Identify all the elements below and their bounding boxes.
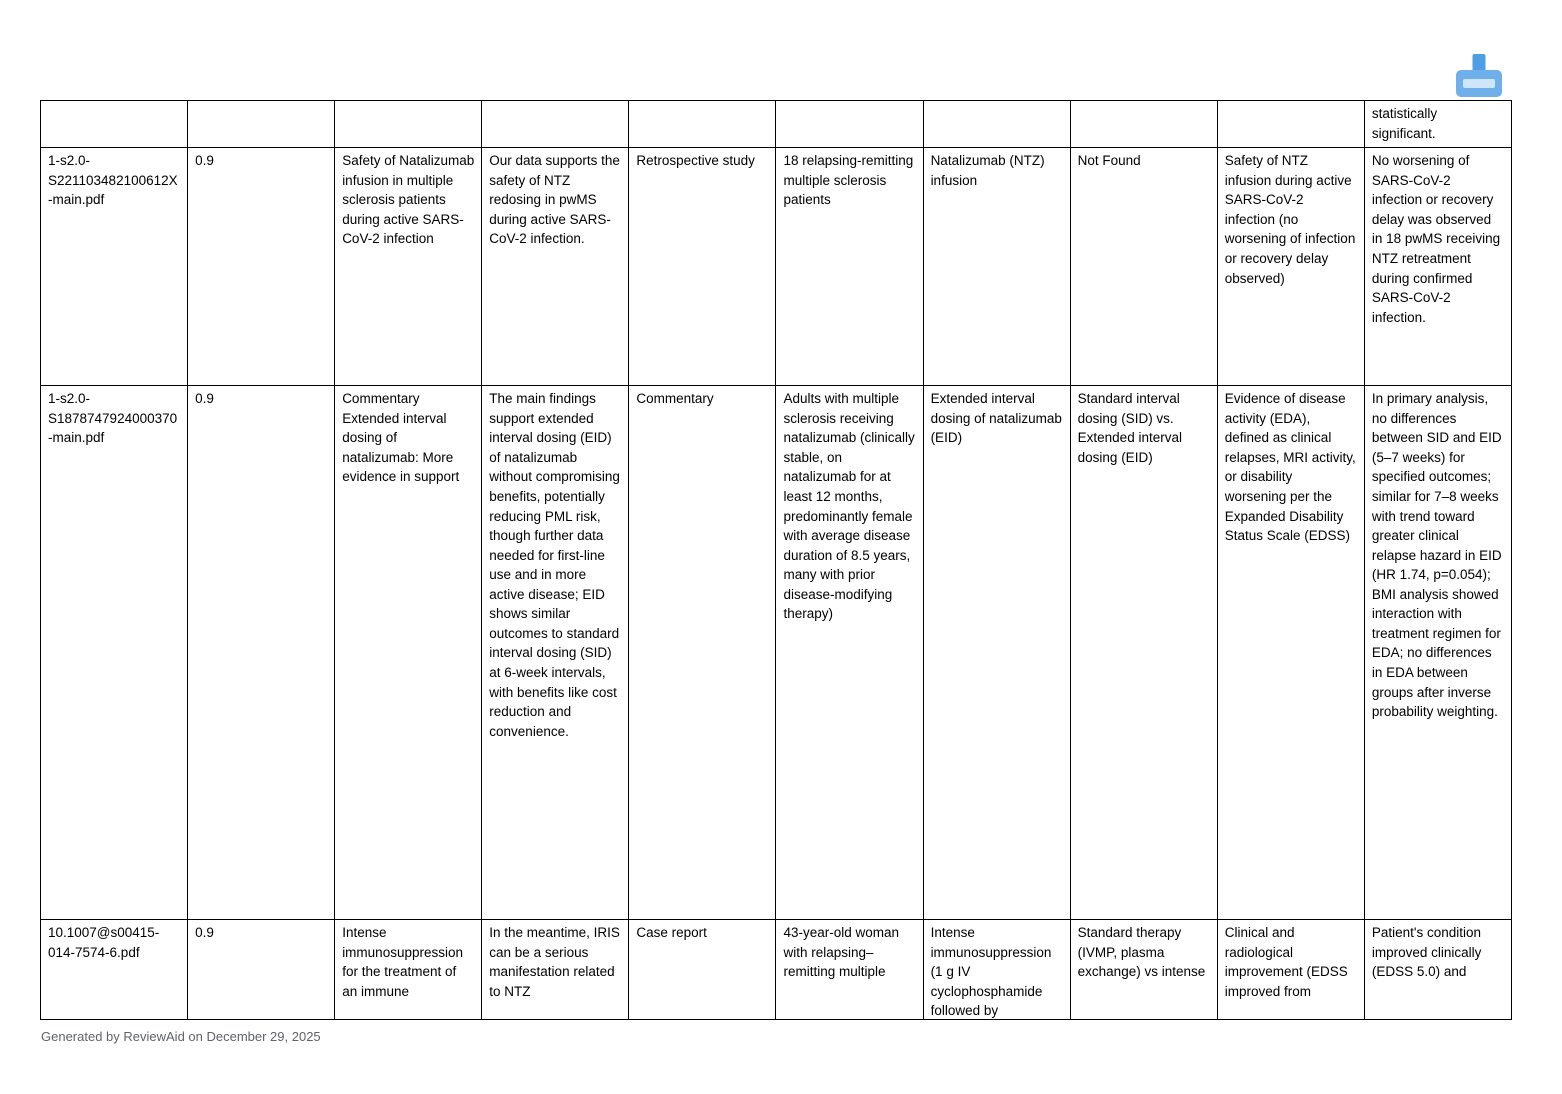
cell-file: 10.1007@s00415-014-7574-6.pdf [41,920,188,1020]
reviewaid-logo-slot [1463,79,1495,88]
cell-relevance: 0.9 [188,920,335,1020]
cell-comparator [1070,101,1217,148]
generated-by-footer: Generated by ReviewAid on December 29, 2025 [41,1029,321,1044]
cell-population: 43-year-old woman with relapsing–remitting multiple [776,920,923,1020]
cell-population [776,101,923,148]
cell-results: No worsening of SARS-CoV-2 infection or recovery delay was observed in 18 pwMS receiving NTZ retreatment during confirmed SARS-CoV-2 infection. [1364,148,1511,386]
reviewaid-logo-icon [1456,54,1502,97]
cell-relevance: 0.9 [188,386,335,920]
cell-population: 18 relapsing-remitting multiple sclerosis patients [776,148,923,386]
cell-title: Commentary Extended interval dosing of natalizumab: More evidence in support [335,386,482,920]
cell-comparator: Standard therapy (IVMP, plasma exchange) vs intense [1070,920,1217,1020]
cell-comparator: Not Found [1070,148,1217,386]
cell-intervention: Natalizumab (NTZ) infusion [923,148,1070,386]
table-row-continued [41,101,1512,148]
cell-file [41,101,188,148]
review-table [40,100,1512,1020]
cell-key-findings: Our data supports the safety of NTZ redosing in pwMS during active SARS-CoV-2 infection. [482,148,629,386]
cell-study-type: Commentary [629,386,776,920]
cell-key-findings [482,101,629,148]
cell-key-findings: In the meantime, IRIS can be a serious manifestation related to NTZ [482,920,629,1020]
cell-file: 1-s2.0-S221103482100612X-main.pdf [41,148,188,386]
table-row-clipped [41,920,1512,1020]
cell-title: Intense immunosuppression for the treatment of an immune [335,920,482,1020]
cell-title [335,101,482,148]
cell-study-type [629,101,776,148]
cell-population: Adults with multiple sclerosis receiving natalizumab (clinically stable, on natalizumab for at least 12 months, predominantly female with average disease duration of 8.5 years, many with prior disease-modifying therapy) [776,386,923,920]
cell-relevance: 0.9 [188,148,335,386]
cell-relevance [188,101,335,148]
table-row [41,386,1512,920]
cell-study-type: Case report [629,920,776,1020]
cell-outcomes: Safety of NTZ infusion during active SARS-CoV-2 infection (no worsening of infection or recovery delay observed) [1217,148,1364,386]
cell-outcomes: Clinical and radiological improvement (EDSS improved from [1217,920,1364,1020]
cell-study-type: Retrospective study [629,148,776,386]
cell-results: Patient's condition improved clinically (EDSS 5.0) and [1364,920,1511,1020]
table-row [41,148,1512,386]
cell-key-findings: The main findings support extended interval dosing (EID) of natalizumab without compromising benefits, potentially reducing PML risk, though further data needed for first-line use and in more active disease; EID shows similar outcomes to standard interval dosing (SID) at 6-week intervals, with benefits like cost reduction and convenience. [482,386,629,920]
cell-outcomes [1217,101,1364,148]
cell-intervention [923,101,1070,148]
cell-outcomes: Evidence of disease activity (EDA), defined as clinical relapses, MRI activity, or disability worsening per the Expanded Disability Status Scale (EDSS) [1217,386,1364,920]
cell-intervention: Extended interval dosing of natalizumab (EID) [923,386,1070,920]
cell-results: statistically significant. [1364,101,1511,148]
cell-title: Safety of Natalizumab infusion in multiple sclerosis patients during active SARS-CoV-2 infection [335,148,482,386]
cell-intervention: Intense immunosuppression (1 g IV cyclophosphamide followed by [923,920,1070,1020]
cell-file: 1-s2.0-S1878747924000370-main.pdf [41,386,188,920]
cell-results: In primary analysis, no differences between SID and EID (5–7 weeks) for specified outcomes; similar for 7–8 weeks with trend toward greater clinical relapse hazard in EID (HR 1.74, p=0.054); BMI analysis showed interaction with treatment regimen for EDA; no differences in EDA between groups after inverse probability weighting. [1364,386,1511,920]
cell-comparator: Standard interval dosing (SID) vs. Extended interval dosing (EID) [1070,386,1217,920]
